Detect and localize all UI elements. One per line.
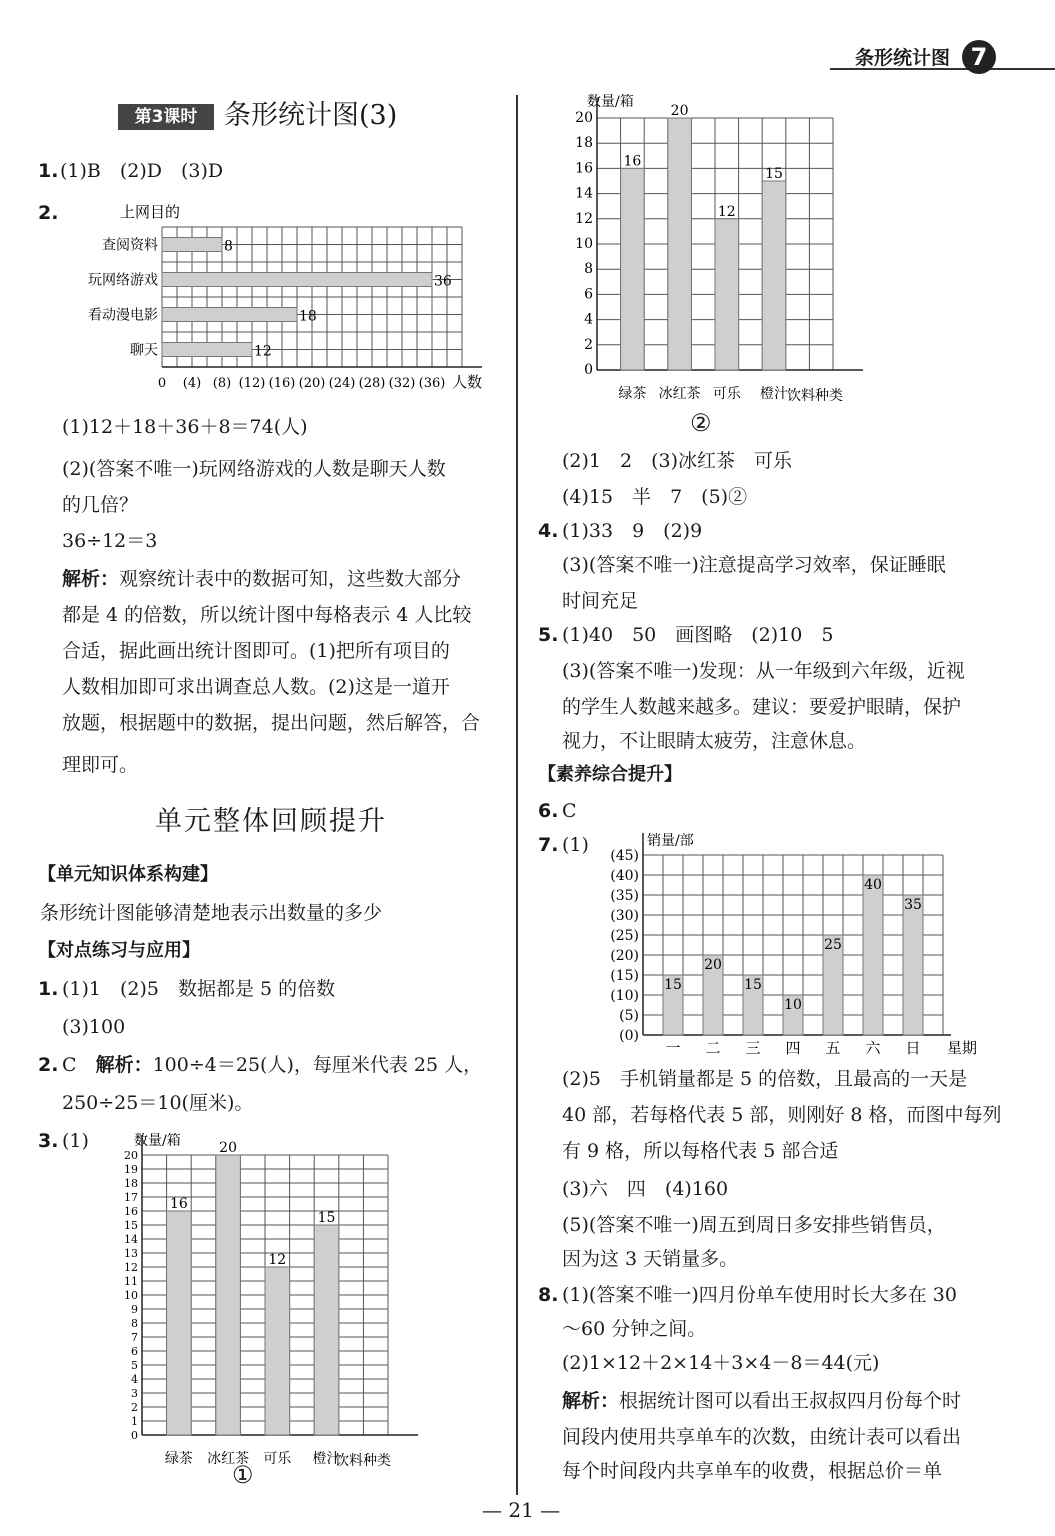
category-label: 日 <box>905 1039 921 1057</box>
q8-analysis-label: 解析： <box>562 1390 620 1412</box>
tick-label: 4 <box>584 311 593 328</box>
category-label: 四 <box>785 1039 801 1057</box>
tick-label: 6 <box>584 286 593 303</box>
tick-label: (20) <box>298 376 326 391</box>
q5-line-1: (1)40 50 画图略 (2)10 5 <box>562 624 834 646</box>
bar-value: 40 <box>864 877 882 893</box>
q2-calc: 36÷12＝3 <box>62 530 158 552</box>
chart-ylabel: 数量/箱 <box>134 1133 181 1149</box>
tick-label: 2 <box>584 336 593 353</box>
tick-label: (16) <box>268 376 296 391</box>
category-label: 可乐 <box>263 1451 292 1467</box>
bar-value: 15 <box>317 1210 336 1226</box>
tick-label: 1 <box>131 1415 138 1428</box>
q6-answer: C <box>562 800 577 822</box>
q4-line-3: 时间充足 <box>562 590 639 612</box>
lesson-tag: 第3课时 <box>118 104 214 130</box>
q7-a3: (3)六 四 (4)160 <box>562 1178 729 1200</box>
p2-number: 2. <box>38 1054 59 1076</box>
q8-line-2: ～60 分钟之间。 <box>562 1318 707 1340</box>
bar-value: 15 <box>765 166 783 182</box>
q7-a2-line-2: 40 部，若每格代表 5 部，则刚好 8 格，而图中每列 <box>562 1104 1002 1126</box>
category-label: 可乐 <box>712 386 741 402</box>
bar <box>668 118 692 370</box>
tick-label: 5 <box>131 1359 138 1372</box>
category-label: 橙汁 <box>312 1451 341 1467</box>
tick-label: 12 <box>575 210 593 227</box>
category-label: 冰红茶 <box>207 1451 250 1467</box>
bar <box>762 181 786 370</box>
review-title: 单元整体回顾提升 <box>155 806 387 837</box>
p3-number: 3. <box>38 1130 59 1152</box>
p3-sub: (1) <box>62 1130 89 1152</box>
bar <box>715 219 739 370</box>
tick-label: (0) <box>619 1028 639 1044</box>
q8-line-3: (2)1×12＋2×14＋3×4－8＝44(元) <box>562 1352 880 1374</box>
tick-label: (36) <box>418 376 446 391</box>
q8-line-1: (1)(答案不唯一)四月份单车使用时长大多在 30 <box>562 1284 957 1306</box>
tick-label: (4) <box>182 376 202 391</box>
tick-label: (35) <box>610 888 639 904</box>
tick-label: (15) <box>610 968 639 984</box>
tick-label: 10 <box>124 1289 138 1302</box>
q5-line-4: 视力，不让眼睛太疲劳，注意休息。 <box>562 730 867 752</box>
bar <box>903 895 923 1035</box>
analysis-line-6: 理即可。 <box>62 754 139 776</box>
category-label: 橙汁 <box>760 386 788 402</box>
q7-a2-line-3: 有 9 格，所以每格代表 5 部合适 <box>562 1140 839 1162</box>
p1-number: 1. <box>38 978 59 1000</box>
tick-label: 14 <box>124 1233 138 1246</box>
category-label: 绿茶 <box>164 1451 193 1467</box>
bar <box>167 1211 192 1435</box>
chart-bars <box>167 1140 339 1435</box>
chart-phone-sales <box>585 825 990 1060</box>
section-practice: 【对点练习与应用】 <box>38 940 200 961</box>
p1-line-2: (3)100 <box>62 1016 126 1038</box>
bar-value: 20 <box>704 957 722 973</box>
bar-value: 15 <box>744 977 762 993</box>
tick-label: 20 <box>575 110 593 126</box>
q7-sub: (1) <box>562 834 589 856</box>
analysis-line-3: 合适，据此画出统计图即可。(1)把所有项目的 <box>62 640 450 662</box>
q1-number: 1. <box>38 160 59 182</box>
tick-label: 8 <box>584 261 593 278</box>
q3-line-1: (2)1 2 (3)冰红茶 可乐 <box>562 450 793 472</box>
bar <box>162 273 432 287</box>
bar-value: 12 <box>268 1252 287 1268</box>
tick-label: 0 <box>584 362 593 378</box>
q8-line-4: 根据统计图可以看出王叔叔四月份每个时 <box>619 1390 962 1412</box>
chart-xlabel: 饮料种类 <box>335 1453 391 1469</box>
q8-line-5: 间段内使用共享单车的次数，由统计表可以看出 <box>562 1426 962 1448</box>
bar <box>265 1267 290 1435</box>
tick-label: 20 <box>124 1149 138 1162</box>
bar-value: 10 <box>784 997 802 1013</box>
bar <box>621 168 645 370</box>
category-label: 六 <box>865 1039 881 1057</box>
row-label: 看动漫电影 <box>88 307 158 324</box>
tick-label: 13 <box>124 1247 138 1260</box>
q3-line-2: (4)15 半 7 (5)② <box>562 486 748 508</box>
bar-value: 16 <box>169 1196 188 1212</box>
chart1-caption: ① <box>232 1461 254 1489</box>
header-title: 条形统计图 <box>855 47 951 69</box>
tick-label: 16 <box>124 1205 138 1218</box>
row-label: 查阅资料 <box>102 237 158 254</box>
bar-value: 15 <box>664 977 682 993</box>
chart-ylabel: 数量/箱 <box>587 94 634 110</box>
tick-label: 16 <box>575 160 593 177</box>
bar <box>162 343 252 357</box>
chart-ticks <box>575 110 593 378</box>
tick-label: (5) <box>619 1008 639 1024</box>
tick-label: 12 <box>124 1261 138 1274</box>
tick-label: 7 <box>131 1331 138 1344</box>
tick-label: (30) <box>610 908 639 924</box>
chart-drinks-2 <box>545 88 865 410</box>
tick-label: (40) <box>610 868 639 884</box>
tick-label: (24) <box>328 376 356 391</box>
row-label: 玩网络游戏 <box>88 272 158 289</box>
bar <box>314 1225 339 1435</box>
category-label: 冰红茶 <box>658 386 701 402</box>
row-label: 聊天 <box>130 342 158 359</box>
p2-line-1: 100÷4＝25(人)，每厘米代表 25 人， <box>152 1054 483 1076</box>
q7-a5-line-1: (5)(答案不唯一)周五到周日多安排些销售员， <box>562 1214 946 1236</box>
q1-answer: (1)B (2)D (3)D <box>60 160 224 182</box>
bar <box>216 1155 241 1435</box>
analysis-line-2: 都是 4 的倍数，所以统计图中每格表示 4 人比较 <box>62 604 472 626</box>
tick-label: 3 <box>131 1387 138 1400</box>
section-knowledge: 【单元知识体系构建】 <box>38 864 218 885</box>
tick-label: 6 <box>131 1345 138 1358</box>
chart-categories <box>618 385 788 402</box>
chart-ticks <box>610 848 639 1044</box>
analysis-line-5: 放题，根据题中的数据，提出问题，然后解答，合 <box>62 712 481 734</box>
p1-line-1: (1)1 (2)5 数据都是 5 的倍数 <box>62 978 336 1000</box>
bar-value: 20 <box>219 1140 238 1156</box>
p2-analysis-label: 解析： <box>95 1054 153 1076</box>
knowledge-text: 条形统计图能够清楚地表示出数量的多少 <box>40 902 383 924</box>
chart-bars <box>162 238 452 360</box>
chart-row-labels <box>88 238 158 359</box>
tick-label: 18 <box>124 1177 138 1190</box>
section-literacy: 【素养综合提升】 <box>538 764 682 785</box>
q4-line-2: (3)(答案不唯一)注意提高学习效率，保证睡眠 <box>562 554 946 576</box>
bar <box>162 238 222 252</box>
bar-value: 36 <box>434 273 452 290</box>
tick-label: 9 <box>131 1303 138 1316</box>
tick-label: (45) <box>610 848 639 864</box>
tick-label: 10 <box>575 236 593 252</box>
page-number: — 21 — <box>482 1498 561 1522</box>
tick-label: (32) <box>388 376 416 391</box>
analysis-line-1: 观察统计表中的数据可知，这些数大部分 <box>119 568 462 590</box>
category-label: 一 <box>665 1039 681 1057</box>
category-label: 绿茶 <box>618 386 647 402</box>
tick-label: 14 <box>575 185 593 202</box>
chart-ticks <box>124 1149 138 1442</box>
unit-badge: 7 <box>962 40 996 74</box>
bar-value: 18 <box>299 308 317 325</box>
tick-label: 0 <box>131 1429 138 1442</box>
analysis-label: 解析： <box>62 568 120 590</box>
bar-value: 16 <box>623 153 642 170</box>
chart-xlabel: 星期 <box>947 1039 978 1057</box>
category-label: 三 <box>745 1039 761 1057</box>
bar-value: 35 <box>904 897 922 913</box>
q4-line-1: (1)33 9 (2)9 <box>562 520 703 542</box>
bar-value: 20 <box>670 103 689 119</box>
chart-categories <box>665 1039 920 1057</box>
tick-label: 17 <box>124 1191 138 1204</box>
bar-value: 12 <box>717 203 736 220</box>
chart-online-purpose <box>40 195 500 395</box>
q8-line-6: 每个时间段内共享单车的收费，根据总价＝单 <box>562 1460 943 1482</box>
q7-a5-line-2: 因为这 3 天销量多。 <box>562 1248 739 1270</box>
p2-choice: C <box>62 1054 77 1076</box>
tick-label: (12) <box>238 376 266 391</box>
q8-number: 8. <box>538 1284 559 1306</box>
chart-drinks-1 <box>90 1125 420 1475</box>
q5-line-2: (3)(答案不唯一)发现：从一年级到六年级，近视 <box>562 660 965 682</box>
bar <box>863 875 883 1035</box>
chart-ticks <box>158 376 445 391</box>
q2-answer-2a: (2)(答案不唯一)玩网络游戏的人数是聊天人数 <box>62 458 446 480</box>
chart-xlabel: 饮料种类 <box>787 388 843 404</box>
bar-value: 8 <box>224 238 233 255</box>
category-label: 二 <box>705 1039 721 1057</box>
bar-value: 25 <box>824 937 842 953</box>
chart-title: 上网目的 <box>120 203 181 221</box>
q2-number: 2. <box>38 202 59 224</box>
bar <box>162 308 297 322</box>
chart-ylabel: 销量/部 <box>647 833 694 849</box>
chart2-caption: ② <box>690 409 712 437</box>
chart-axis-label: 人数 <box>452 373 483 391</box>
tick-label: 19 <box>124 1163 138 1176</box>
bar-value: 12 <box>254 343 272 360</box>
tick-label: 11 <box>124 1275 138 1288</box>
category-label: 五 <box>825 1039 841 1057</box>
tick-label: 4 <box>131 1373 138 1386</box>
q2-answer-2b: 的几倍？ <box>62 494 139 516</box>
tick-label: 18 <box>575 135 593 152</box>
q4-number: 4. <box>538 520 559 542</box>
tick-label: (10) <box>610 988 639 1004</box>
q5-line-3: 的学生人数越来越多。建议：要爱护眼睛，保护 <box>562 696 962 718</box>
p2-line-2: 250÷25＝10(厘米)。 <box>62 1092 254 1114</box>
tick-label: 2 <box>131 1401 138 1414</box>
tick-label: 0 <box>157 376 167 391</box>
tick-label: (25) <box>610 928 639 944</box>
q7-number: 7. <box>538 834 559 856</box>
lesson-title: 条形统计图(3) <box>224 100 398 131</box>
tick-label: (20) <box>610 948 639 964</box>
tick-label: 8 <box>131 1317 138 1330</box>
q6-number: 6. <box>538 800 559 822</box>
q7-a2-line-1: (2)5 手机销量都是 5 的倍数，且最高的一天是 <box>562 1068 968 1090</box>
q5-number: 5. <box>538 624 559 646</box>
column-divider <box>516 95 518 1495</box>
tick-label: (28) <box>358 376 386 391</box>
q2-answer-1: (1)12＋18＋36＋8＝74(人) <box>62 416 308 438</box>
tick-label: 15 <box>124 1219 138 1232</box>
analysis-line-4: 人数相加即可求出调查总人数。(2)这是一道开 <box>62 676 450 698</box>
tick-label: (8) <box>212 376 232 391</box>
